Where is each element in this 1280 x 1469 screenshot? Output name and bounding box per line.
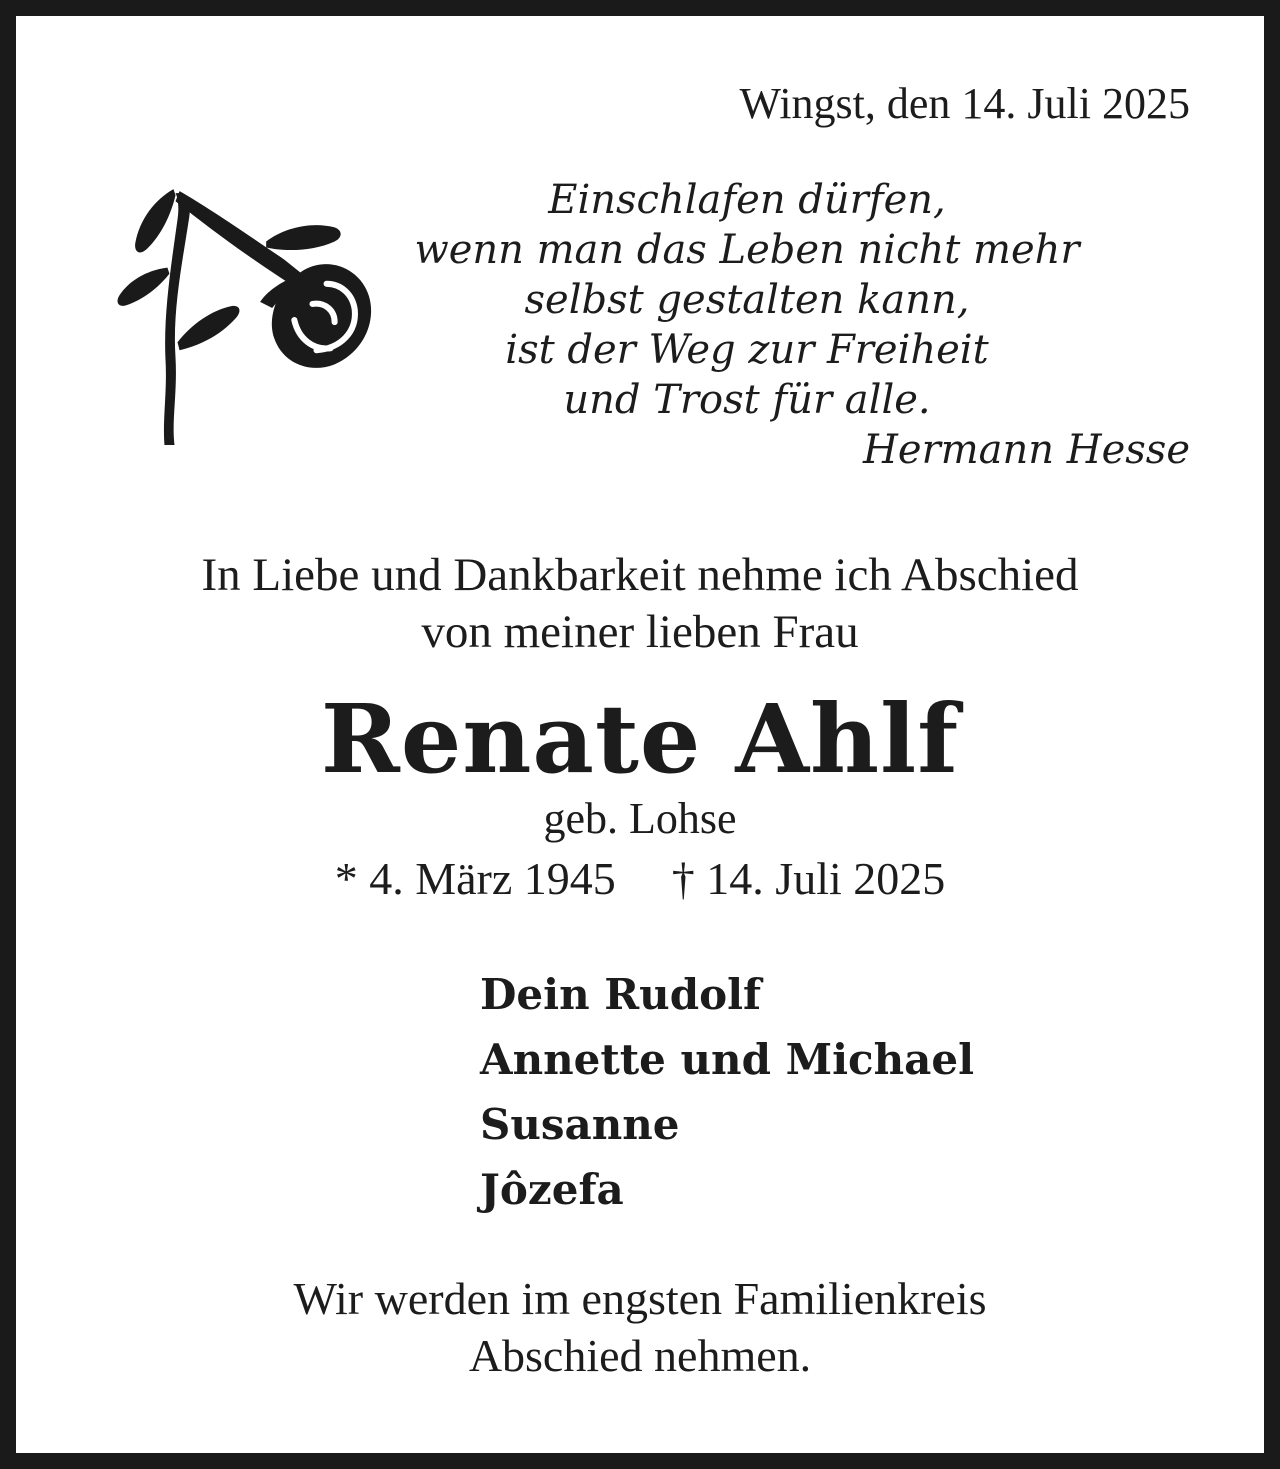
closing-text bbox=[16, 1270, 1264, 1384]
closing-line: Abschied nehmen. bbox=[468, 1330, 812, 1382]
maiden-name: geb. Lohse bbox=[543, 794, 737, 844]
mourner-name: Dein Rudolf bbox=[480, 970, 762, 1020]
quote-line: selbst gestalten kann, bbox=[524, 276, 970, 323]
closing-line: Wir werden im engsten Familienkreis bbox=[293, 1273, 987, 1325]
life-dates bbox=[16, 851, 1264, 906]
quote-block bbox=[304, 175, 1190, 475]
quote-section bbox=[16, 175, 1264, 475]
mourners-list bbox=[480, 962, 974, 1222]
intro-line: von meiner lieben Frau bbox=[421, 605, 859, 658]
quote-line: ist der Weg zur Freiheit bbox=[505, 326, 989, 373]
birth-date: * 4. März 1945 bbox=[334, 853, 616, 905]
intro-line: In Liebe und Dankbarkeit nehme ich Abschied bbox=[201, 548, 1079, 601]
mourner-name: Jôzefa bbox=[480, 1165, 624, 1215]
quote-line: Einschlafen dürfen, bbox=[548, 176, 946, 223]
quote-attribution: Hermann Hesse bbox=[863, 426, 1190, 473]
mourner-name: Susanne bbox=[480, 1100, 680, 1150]
quote-line: und Trost für alle. bbox=[563, 376, 931, 423]
death-date: † 14. Juli 2025 bbox=[671, 853, 946, 905]
mourner-name: Annette und Michael bbox=[480, 1035, 975, 1085]
deceased-name: Renate Ahlf bbox=[320, 683, 960, 795]
dateline: Wingst, den 14. Juli 2025 bbox=[739, 79, 1190, 128]
rose-icon bbox=[112, 171, 380, 453]
intro-text bbox=[16, 547, 1264, 661]
quote-line: wenn man das Leben nicht mehr bbox=[414, 226, 1080, 273]
